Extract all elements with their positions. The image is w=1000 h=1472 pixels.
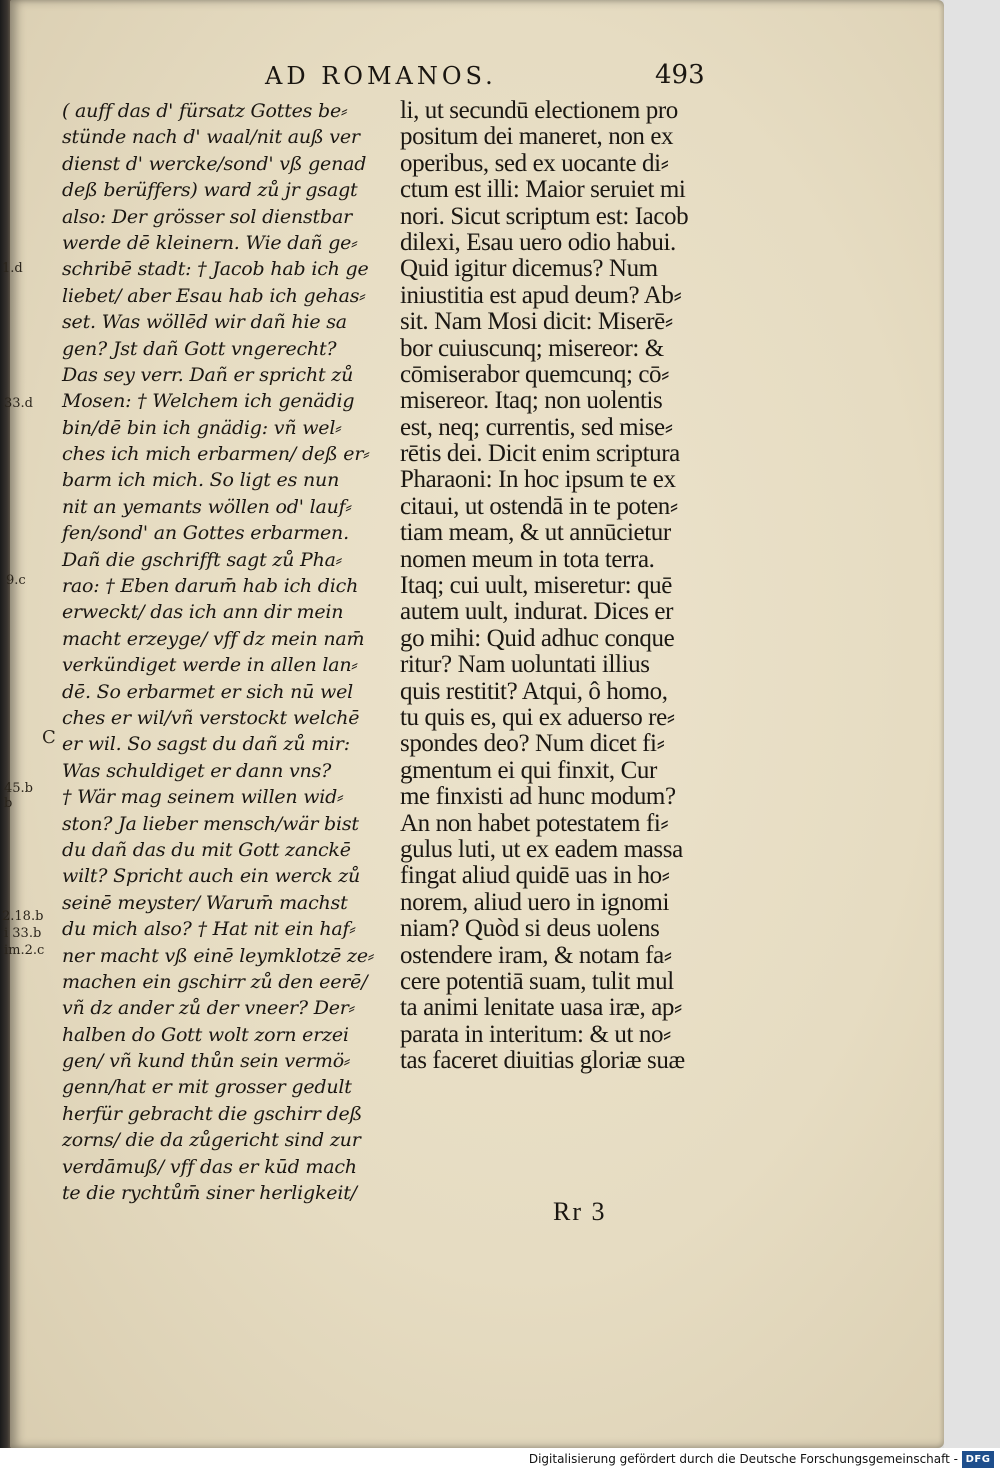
text-line: herfür gebracht die gschirr deß (62, 1102, 362, 1125)
text-line: misereor. Itaq; non uolentis (400, 387, 663, 415)
page-number: 493 (655, 60, 705, 90)
text-line: ches ich mich erbarmen/ deß er⸗ (62, 443, 370, 466)
text-line: ostendere iram, & notam fa⸗ (400, 941, 672, 969)
text-line: Dañ die gschrifft sagt zů Pha⸗ (62, 548, 342, 571)
signature-mark: Rr 3 (553, 1197, 607, 1226)
text-line: nomen meum in tota terra. (400, 545, 655, 573)
text-line: werde dē kleinern. Wie dañ ge⸗ (62, 231, 358, 254)
text-line: ( auff das d' fürsatz Gottes be⸗ (62, 100, 348, 122)
text-line: wilt? Spricht auch ein werck zů (62, 865, 361, 888)
text-line: schribē stadt: † Jacob hab ich ge (62, 258, 369, 281)
text-line: Pharaoni: In hoc ipsum te ex (400, 466, 676, 494)
text-line: ner macht vß einē leymklotzē ze⸗ (62, 944, 375, 967)
text-line: An non habet potestatem fi⸗ (400, 809, 669, 837)
text-line: gmentum ei qui finxit, Cur (400, 756, 657, 784)
text-line: Itaq; cui uult, miseretur: quē (400, 572, 672, 600)
text-line: est, neq; currentis, sed mise⸗ (400, 413, 673, 441)
text-line: verkündiget werde in allen lan⸗ (62, 654, 358, 677)
margin-note: im.2.c (4, 943, 45, 958)
margin-note: 9.c (6, 573, 26, 588)
text-line: erweckt/ das ich ann dir mein (62, 601, 344, 624)
text-line: tas faceret diuitias gloriæ suæ (400, 1047, 685, 1075)
text-line: dē. So erbarmet er sich nū wel (62, 680, 354, 703)
text-line: nori. Sicut scriptum est: Iacob (400, 202, 689, 230)
text-line: also: Der grösser sol dienstbar (62, 205, 352, 228)
text-line: Das sey verr. Dañ er spricht zů (62, 363, 354, 386)
text-line: gulus luti, ut ex eadem massa (400, 835, 683, 863)
text-line: † Wär mag seinem willen wid⸗ (62, 786, 344, 809)
text-line: niam? Quòd si deus uolens (400, 915, 660, 943)
margin-note: b (4, 796, 13, 811)
text-line: zorns/ die da zůgericht sind zur (62, 1129, 361, 1152)
page-background-edge (944, 0, 1000, 1448)
text-line: barm ich mich. So ligt es nun (62, 469, 340, 492)
text-line: tiam meam, & ut annūcietur (400, 519, 671, 547)
dfg-logo-icon: DFG (962, 1451, 994, 1468)
text-line: parata in interitum: & ut no⸗ (400, 1020, 671, 1048)
text-line: quis restitit? Atqui, ô homo, (400, 677, 668, 705)
margin-note: 33.d (4, 396, 33, 411)
text-line: gen/ vñ kund thůn sein vermö⸗ (62, 1050, 351, 1073)
text-line: operibus, sed ex uocante di⸗ (400, 149, 669, 177)
text-line: autem uult, indurat. Dices er (400, 598, 674, 626)
text-line: norem, aliud uero in ignomi (400, 888, 670, 916)
text-line: rētis dei. Dicit enim scriptura (400, 440, 680, 468)
text-line: ches er wil/vñ verstockt welchē (62, 706, 360, 729)
text-line: liebet/ aber Esau hab ich gehas⸗ (62, 284, 366, 307)
text-line: seinē meyster/ Warum̄ machst (62, 891, 348, 914)
text-line: halben do Gott wolt zorn erzei (62, 1023, 349, 1046)
text-line: genn/hat er mit grosser gedult (62, 1076, 352, 1099)
text-line: vñ dz ander zů der vneer? Der⸗ (62, 997, 355, 1020)
text-line: nit an yemants wöllen od' lauf⸗ (62, 495, 352, 518)
text-line: me finxisti ad hunc modum? (400, 783, 676, 811)
text-line: deß berüffers) ward zů jr gsagt (62, 179, 358, 202)
text-line: rao: † Eben darum̄ hab ich dich (62, 575, 359, 598)
margin-note: i 33.b (4, 926, 42, 941)
margin-note: 45.b (4, 781, 33, 796)
text-line: du mich also? † Hat nit ein haf⸗ (62, 918, 356, 941)
text-line: gen? Jst dañ Gott vngerecht? (62, 337, 337, 360)
margin-note: 2.18.b (2, 909, 44, 924)
text-line: bor cuiuscunq; misereor: & (400, 334, 664, 362)
text-line: Mosen: † Welchem ich genädig (62, 390, 355, 413)
margin-note: C (42, 727, 56, 748)
margin-notes (0, 0, 60, 1448)
text-line: positum dei maneret, non ex (400, 123, 674, 151)
german-text-column (62, 98, 377, 1206)
text-line: Quid igitur dicemus? Num (400, 255, 658, 283)
text-line: stünde nach d' waal/nit auß ver (62, 126, 360, 149)
text-line: cere potentiā suam, tulit mul (400, 967, 674, 995)
text-line: ston? Ja lieber mensch/wär bist (62, 812, 359, 835)
text-line: Was schuldiget er dann vns? (62, 759, 332, 782)
text-line: er wil. So sagst du dañ zů mir: (62, 733, 350, 756)
text-line: sit. Nam Mosi dicit: Miserē⸗ (400, 308, 673, 336)
footer-bar (0, 1448, 1000, 1472)
text-line: dienst d' wercke/sond' vß genad (62, 152, 367, 175)
running-head: AD ROMANOS. (265, 62, 497, 90)
margin-note: 1.d (2, 261, 23, 276)
funding-note: Digitalisierung gefördert durch die Deutsche Forschungsgemeinschaft - (528, 1452, 958, 1466)
text-line: bin/dē bin ich gnädig: vñ wel⸗ (62, 416, 342, 439)
text-line: cōmiserabor quemcunq; cō⸗ (400, 360, 670, 388)
text-line: macht erzeyge/ vff dz mein nam̄ (62, 627, 365, 650)
text-line: set. Was wöllēd wir dañ hie sa (62, 311, 347, 334)
text-line: go mihi: Quid adhuc conque (400, 624, 675, 652)
latin-text-column (400, 98, 715, 1074)
text-line: verdāmuß/ vff das er kūd mach (62, 1155, 357, 1178)
text-line: citaui, ut ostendā in te poten⸗ (400, 492, 678, 520)
text-line: dilexi, Esau uero odio habui. (400, 228, 676, 256)
text-line: ctum est illi: Maior seruiet mi (400, 176, 686, 204)
text-line: spondes deo? Num dicet fi⸗ (400, 730, 665, 758)
text-line: fen/sond' an Gottes erbarmen. (62, 522, 349, 545)
text-line: iniustitia est apud deum? Ab⸗ (400, 281, 682, 309)
text-line: machen ein gschirr zů den eerē/ (62, 970, 368, 993)
text-line: tu quis es, qui ex aduerso re⸗ (400, 703, 675, 731)
text-line: fingat aliud quidē uas in ho⸗ (400, 862, 670, 890)
text-line: du dañ das du mit Gott zanckē (62, 838, 351, 861)
text-line: ritur? Nam uoluntati illius (400, 651, 650, 679)
text-line: li, ut secundū electionem pro (400, 97, 678, 124)
text-line: ta animi lenitate uasa iræ, ap⸗ (400, 994, 682, 1022)
text-line: te die rychtům̄ siner herligkeit/ (62, 1182, 357, 1205)
